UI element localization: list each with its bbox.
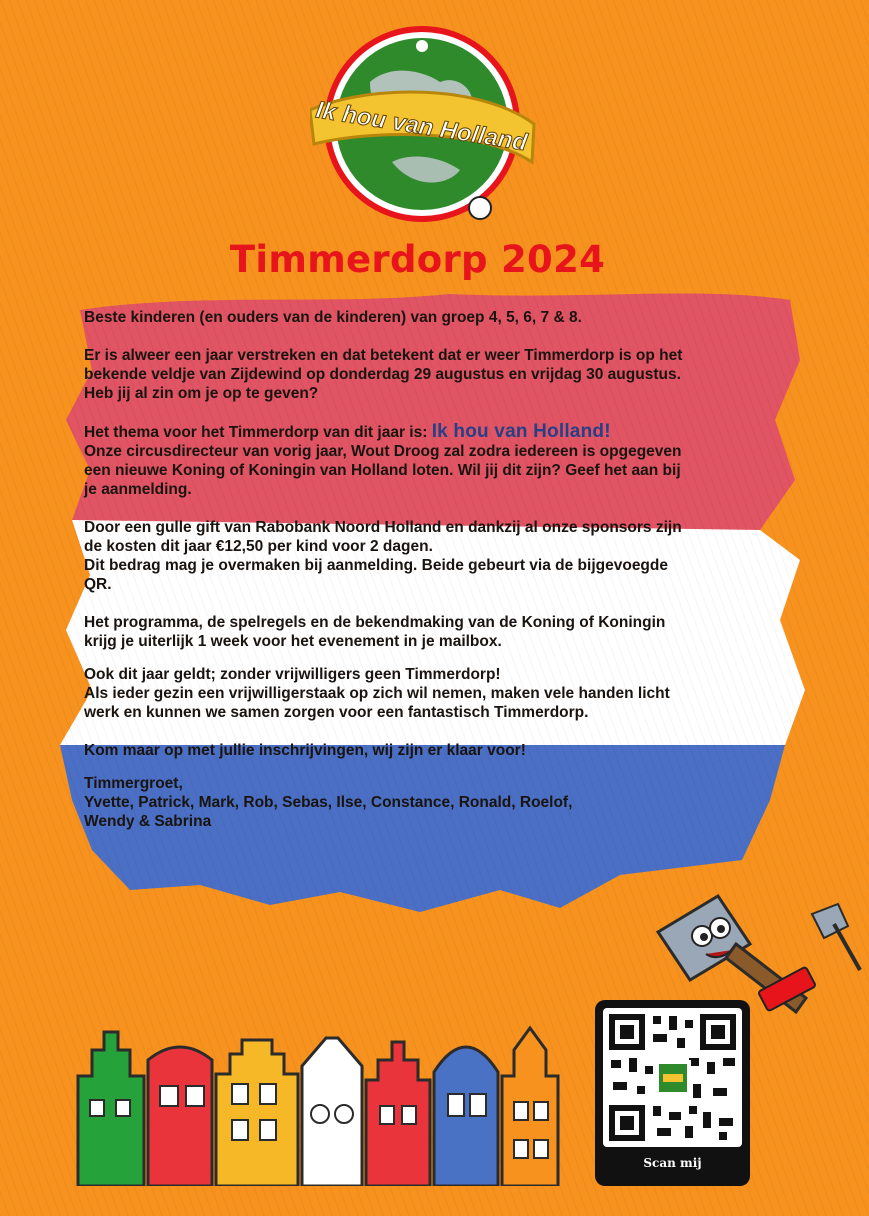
paragraph-line: je aanmelding.: [84, 481, 192, 498]
paragraph-line: krijg je uiterlijk 1 week voor het evenement in je mailbox.: [84, 633, 502, 650]
paragraph-line: Kom maar op met jullie inschrijvingen, wij zijn er klaar voor!: [84, 742, 526, 759]
signoff-line: Timmergroet,: [84, 775, 183, 792]
paragraph-line: QR.: [84, 576, 112, 593]
signoff-line: Yvette, Patrick, Mark, Rob, Sebas, Ilse, Constance, Ronald, Roelof,: [84, 794, 573, 811]
greeting: Beste kinderen (en ouders van de kinderen) van groep 4, 5, 6, 7 & 8.: [84, 309, 582, 326]
qr-code-card[interactable]: [595, 1000, 750, 1186]
paragraph-line: Onze circusdirecteur van vorig jaar, Wout Droog zal zodra iedereen is opgegeven: [84, 443, 682, 460]
qr-scan-label: Scan mij: [643, 1156, 702, 1170]
paragraph-line: Ook dit jaar geldt; zonder vrijwilligers geen Timmerdorp!: [84, 666, 501, 683]
canal-houses-illustration: [74, 1016, 574, 1186]
hammer-mascot-illustration: [648, 866, 869, 1020]
letter-body: [84, 308, 784, 831]
theme-name: Ik hou van Holland!: [431, 421, 611, 442]
ik-hou-van-holland-logo: [310, 12, 540, 227]
paragraph-line: Er is alweer een jaar verstreken en dat betekent dat er weer Timmerdorp is op het: [84, 347, 683, 364]
page-title: Timmerdorp 2024: [229, 238, 606, 281]
logo-text: Ik hou van Holland: [314, 96, 530, 157]
theme-intro: Het thema voor het Timmerdorp van dit jaar is:: [84, 424, 432, 441]
paragraph-line: Heb jij al zin om je op te geven?: [84, 385, 319, 402]
signoff-line: Wendy & Sabrina: [84, 813, 212, 830]
paragraph-line: de kosten dit jaar €12,50 per kind voor 2 dagen.: [84, 538, 433, 555]
qr-code-pattern: [603, 1008, 742, 1147]
paragraph-line: werk en kunnen we samen zorgen voor een fantastisch Timmerdorp.: [84, 704, 589, 721]
paragraph-line: Als ieder gezin een vrijwilligerstaak op zich wil nemen, maken vele handen licht: [84, 685, 670, 702]
qr-code[interactable]: [603, 1008, 742, 1147]
paragraph-line: Het programma, de spelregels en de bekendmaking van de Koning of Koningin: [84, 614, 666, 631]
paragraph-line: een nieuwe Koning of Koningin van Holland loten. Wil jij dit zijn? Geef het aan bij: [84, 462, 681, 479]
paragraph-line: Door een gulle gift van Rabobank Noord Holland en dankzij al onze sponsors zijn: [84, 519, 682, 536]
paragraph-line: Dit bedrag mag je overmaken bij aanmelding. Beide gebeurt via de bijgevoegde: [84, 557, 668, 574]
paragraph-line: bekende veldje van Zijdewind op donderdag 29 augustus en vrijdag 30 augustus.: [84, 366, 681, 383]
theme-line: [84, 422, 784, 442]
